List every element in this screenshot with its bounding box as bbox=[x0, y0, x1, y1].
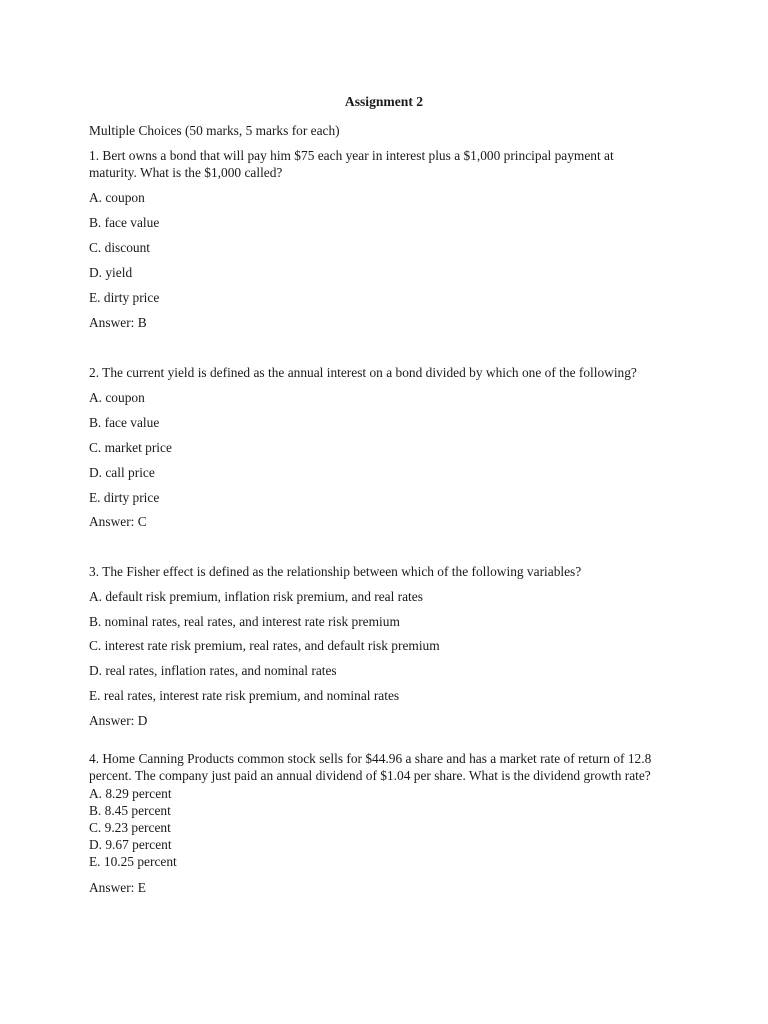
question-stem-line: maturity. What is the $1,000 called? bbox=[89, 165, 283, 180]
answer-option: A. coupon bbox=[89, 190, 145, 205]
answer-option: B. face value bbox=[89, 415, 160, 430]
answer-key: Answer: D bbox=[89, 713, 148, 728]
answer-option: D. real rates, inflation rates, and nominal rates bbox=[89, 663, 337, 678]
answer-option: D. yield bbox=[89, 265, 133, 280]
answer-option: D. call price bbox=[89, 465, 155, 480]
question-stem-line: percent. The company just paid an annual dividend of $1.04 per share. What is the dividend growth rate? bbox=[89, 768, 651, 783]
answer-option: B. face value bbox=[89, 215, 160, 230]
question-stem-line: 4. Home Canning Products common stock sells for $44.96 a share and has a market rate of return of 12.8 bbox=[89, 751, 652, 766]
document-title: Assignment 2 bbox=[344, 94, 424, 109]
answer-option: C. interest rate risk premium, real rates, and default risk premium bbox=[89, 638, 440, 653]
answer-key: Answer: E bbox=[89, 880, 146, 895]
answer-option: B. 8.45 percent bbox=[89, 803, 171, 818]
answer-option: A. default risk premium, inflation risk premium, and real rates bbox=[89, 589, 423, 604]
answer-option: E. 10.25 percent bbox=[89, 854, 177, 869]
answer-option: C. discount bbox=[89, 240, 151, 255]
question-stem-line: 1. Bert owns a bond that will pay him $75 each year in interest plus a $1,000 principal payment at bbox=[89, 148, 614, 163]
answer-option: D. 9.67 percent bbox=[89, 837, 172, 852]
question-stem-line: 3. The Fisher effect is defined as the relationship between which of the following variables? bbox=[89, 564, 582, 579]
answer-option: E. real rates, interest rate risk premium, and nominal rates bbox=[89, 688, 400, 703]
answer-option: C. market price bbox=[89, 440, 172, 455]
answer-key: Answer: C bbox=[89, 514, 147, 529]
answer-option: B. nominal rates, real rates, and interest rate risk premium bbox=[89, 614, 400, 629]
question-stem-line: 2. The current yield is defined as the annual interest on a bond divided by which one of the following? bbox=[89, 365, 637, 380]
section-heading: Multiple Choices (50 marks, 5 marks for each) bbox=[89, 123, 340, 138]
answer-option: C. 9.23 percent bbox=[89, 820, 171, 835]
answer-option: A. 8.29 percent bbox=[89, 786, 172, 801]
answer-option: A. coupon bbox=[89, 390, 145, 405]
answer-option: E. dirty price bbox=[89, 290, 160, 305]
answer-option: E. dirty price bbox=[89, 490, 160, 505]
answer-key: Answer: B bbox=[89, 315, 147, 330]
